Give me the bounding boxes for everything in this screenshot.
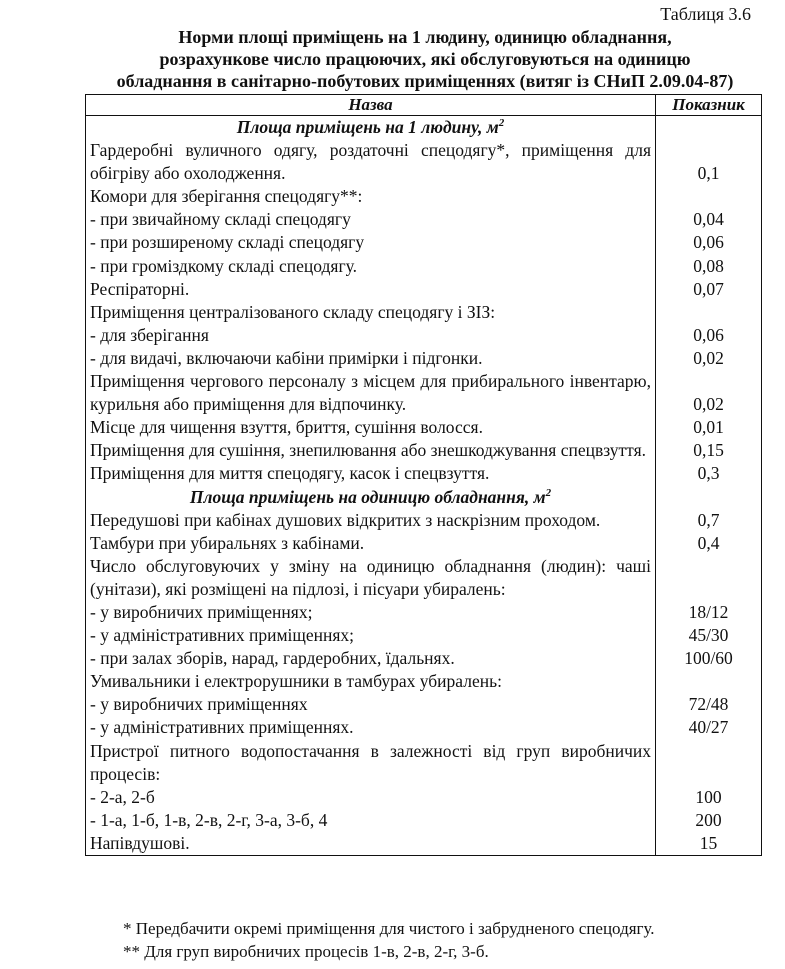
row-name: Приміщення для сушіння, знепилювання або знешкоджування спецвзуття. [86,439,656,462]
section-row [86,486,762,509]
row-name: Місце для чищення взуття, бриття, сушіння волосся. [86,416,656,439]
row-name: - при розширеному складі спецодягу [86,231,656,254]
row-name: Напівдушові. [86,832,656,856]
row-name: - 1-а, 1-б, 1-в, 2-в, 2-г, 3-а, 3-б, 4 [86,809,656,832]
section-value-cell [656,116,762,140]
table-row [86,532,762,555]
row-value: 0,1 [656,139,762,185]
row-value: 40/27 [656,716,762,739]
table-row [86,278,762,301]
header-name: Назва [86,95,656,116]
section-value-cell [656,486,762,509]
row-name: - для зберігання [86,324,656,347]
section-title [86,486,656,509]
table-row [86,208,762,231]
table-row [86,231,762,254]
row-value [656,740,762,786]
table-row [86,324,762,347]
table-row [86,809,762,832]
section-title-text: Площа приміщень на одиницю обладнання, м [189,486,546,507]
row-name: Приміщення централізованого складу спецодягу і ЗІЗ: [86,301,656,324]
row-name: Приміщення для миття спецодягу, касок і спецвзуття. [86,462,656,485]
row-value: 0,01 [656,416,762,439]
row-name: Гардеробні вуличного одягу, роздаточні спецодягу*, приміщення для обігріву або охолодження. [86,139,656,185]
row-value: 18/12 [656,601,762,624]
row-name: Умивальники і електрорушники в тамбурах убиралень: [86,670,656,693]
title-line: розрахункове число працюючих, які обслуговуються на одиницю [159,49,691,69]
row-value: 0,4 [656,532,762,555]
section-title-text: Площа приміщень на 1 людину, м [236,117,499,137]
row-name: - у адміністративних приміщеннях; [86,624,656,647]
table-row [86,740,762,786]
row-name: - при громіздкому складі спецодягу. [86,255,656,278]
row-value: 0,06 [656,324,762,347]
table-row [86,139,762,185]
row-value: 0,06 [656,231,762,254]
row-value: 100/60 [656,647,762,670]
row-value: 0,07 [656,278,762,301]
row-value: 0,02 [656,347,762,370]
row-value: 0,3 [656,462,762,485]
row-name: Приміщення чергового персоналу з місцем для прибирального інвентарю, курильня або приміщення для відпочинку. [86,370,656,416]
title-line: Норми площі приміщень на 1 людину, одиницю обладнання, [178,27,672,47]
title-line: обладнання в санітарно-побутових приміщеннях (витяг із СНиП 2.09.04-87) [116,71,734,91]
row-value: 0,08 [656,255,762,278]
table-row [86,439,762,462]
row-name: - у виробничих приміщеннях; [86,601,656,624]
table-title [80,26,770,92]
table-row [86,347,762,370]
row-value [656,301,762,324]
header-row [86,95,762,116]
footnote: * Передбачити окремі приміщення для чистого і забрудненого спецодягу. [123,919,655,938]
table-row [86,509,762,532]
row-value [656,670,762,693]
row-name: Пристрої питного водопостачання в залежності від груп виробничих процесів: [86,740,656,786]
row-value: 200 [656,809,762,832]
table-row [86,416,762,439]
row-value: 100 [656,786,762,809]
norms-table [85,94,762,856]
row-name: Комори для зберігання спецодягу**: [86,185,656,208]
section-title-sup: 2 [545,486,552,499]
footnote: ** Для груп виробничих процесів 1-в, 2-в, 2-г, 3-б. [123,942,489,961]
table-row [86,185,762,208]
table-row [86,693,762,716]
table-row [86,786,762,809]
section-row [86,116,762,140]
row-value: 15 [656,832,762,856]
row-value [656,185,762,208]
row-name: - при залах зборів, нарад, гардеробних, їдальнях. [86,647,656,670]
row-name: - для видачі, включаючи кабіни примірки і підгонки. [86,347,656,370]
table-row [86,624,762,647]
row-value: 0,15 [656,439,762,462]
row-value: 0,7 [656,509,762,532]
row-name: - при звичайному складі спецодягу [86,208,656,231]
table-row [86,255,762,278]
section-title [86,116,656,140]
row-name: Тамбури при убиральнях з кабінами. [86,532,656,555]
table-row [86,601,762,624]
table-row [86,670,762,693]
table-row [86,462,762,485]
section-title-sup: 2 [498,117,505,130]
table-row [86,832,762,856]
row-name: Передушові при кабінах душових відкритих з наскрізним проходом. [86,509,656,532]
row-value: 0,02 [656,370,762,416]
row-value [656,555,762,601]
table-body [86,116,762,856]
table-label: Таблиця 3.6 [660,4,751,24]
row-name: - у виробничих приміщеннях [86,693,656,716]
table-row [86,301,762,324]
table-row [86,647,762,670]
table-row [86,370,762,416]
table-row [86,716,762,739]
row-name: - 2-а, 2-б [86,786,656,809]
row-name: Респіраторні. [86,278,656,301]
row-value: 72/48 [656,693,762,716]
row-name: - у адміністративних приміщеннях. [86,716,656,739]
row-name: Число обслуговуючих у зміну на одиницю обладнання (людин): чаші (унітази), які розміщені на підлозі, і пісуари убиралень: [86,555,656,601]
row-value: 45/30 [656,624,762,647]
row-value: 0,04 [656,208,762,231]
header-value: Показник [656,95,762,116]
table-row [86,555,762,601]
